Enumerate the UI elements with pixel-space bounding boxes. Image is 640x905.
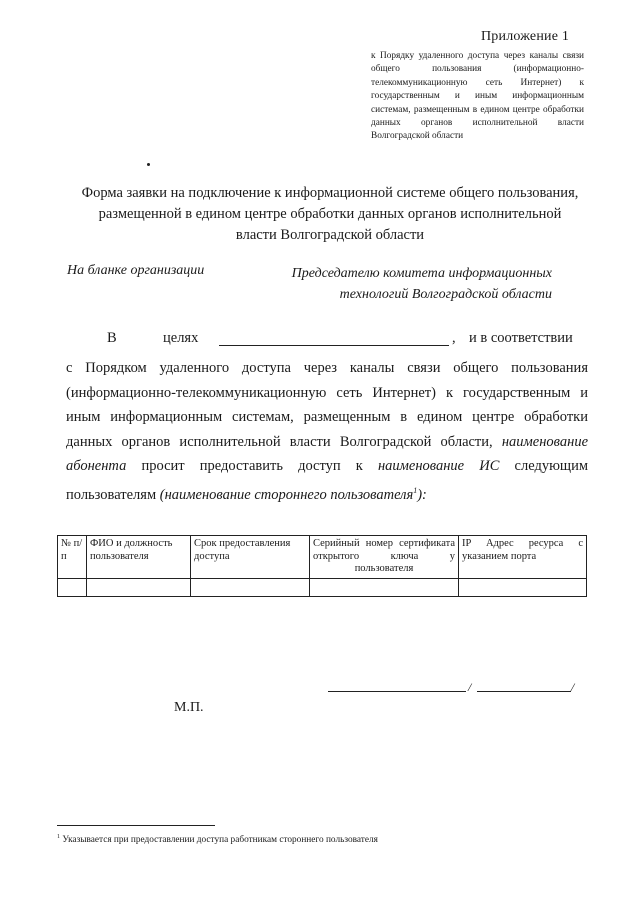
addressee: Председателю комитета информационных технологий Волгоградской области	[291, 266, 552, 302]
table-header-row	[58, 536, 587, 579]
footnote-mark: 1	[57, 834, 60, 840]
appendix-note: к Порядку удаленного доступа через каналы связи общего пользования (информационно-телекоммуникационную сеть Интернет) к государственным и иным информационным системам, размещенным в едином центре обработки данных органов исполнительной власти Волгоградской области	[371, 51, 584, 142]
col-certificate-header: Серийный номер сертификата открытого ключа у пользователя	[310, 536, 459, 579]
footnote-divider	[57, 825, 215, 826]
body-part-2: просит предоставить доступ к	[141, 458, 363, 475]
body-part-3: следующим пользователям	[66, 458, 589, 503]
table-cell[interactable]	[58, 578, 87, 596]
purpose-comma: ,	[452, 330, 456, 346]
col-ip-header: IP Адрес ресурса с указанием порта	[459, 536, 587, 579]
footnote	[57, 834, 378, 845]
purpose-line	[107, 330, 587, 352]
col-user-header: ФИО и должность пользователя	[87, 536, 191, 579]
table-cell[interactable]	[87, 578, 191, 596]
name-blank[interactable]	[477, 691, 571, 692]
purpose-tail: и в соответствии	[469, 330, 573, 346]
table-row	[58, 578, 587, 596]
form-title: Форма заявки на подключение к информационной системе общего пользования, размещенной в едином центре обработки данных органов исполнительной власти Волгоградской области	[81, 185, 579, 243]
scan-speck	[147, 163, 150, 166]
third-party-placeholder: (наименование стороннего пользователя$^1$):	[159, 485, 427, 503]
footnote-text: Указывается при предоставлении доступа работникам стороннего пользователя	[62, 835, 378, 846]
appendix-title: Приложение 1	[481, 29, 570, 44]
letterhead-label: На бланке организации	[67, 263, 205, 278]
table-cell[interactable]	[459, 578, 587, 596]
col-term-header: Срок предоставления доступа	[191, 536, 310, 579]
purpose-word-in: В	[107, 330, 117, 346]
purpose-word-purpose: целях	[163, 330, 199, 346]
signature-separator-end: /	[571, 680, 575, 694]
table-cell[interactable]	[310, 578, 459, 596]
stamp-label: М.П.	[174, 700, 204, 715]
body-part-1: с Порядком удаленного доступа через каналы связи общего пользования (информационно-телекоммуникационную сеть Интернет) к государственным и иным информационным системам, размещенным в едином центре обработки данных органов исполнительной власти Волгоградской области,	[66, 360, 588, 450]
table-cell[interactable]	[191, 578, 310, 596]
footnote-ref: 1	[413, 485, 418, 495]
signature-line	[328, 680, 578, 694]
signature-separator: /	[468, 680, 472, 694]
purpose-blank-field[interactable]	[219, 345, 449, 346]
is-name-placeholder: наименование ИС	[377, 458, 500, 475]
col-number-header: № п/п	[58, 536, 87, 579]
users-table	[57, 535, 587, 597]
subscriber-name-placeholder: наименование абонента	[66, 433, 589, 475]
request-body	[66, 356, 588, 507]
signature-blank[interactable]	[328, 691, 466, 692]
